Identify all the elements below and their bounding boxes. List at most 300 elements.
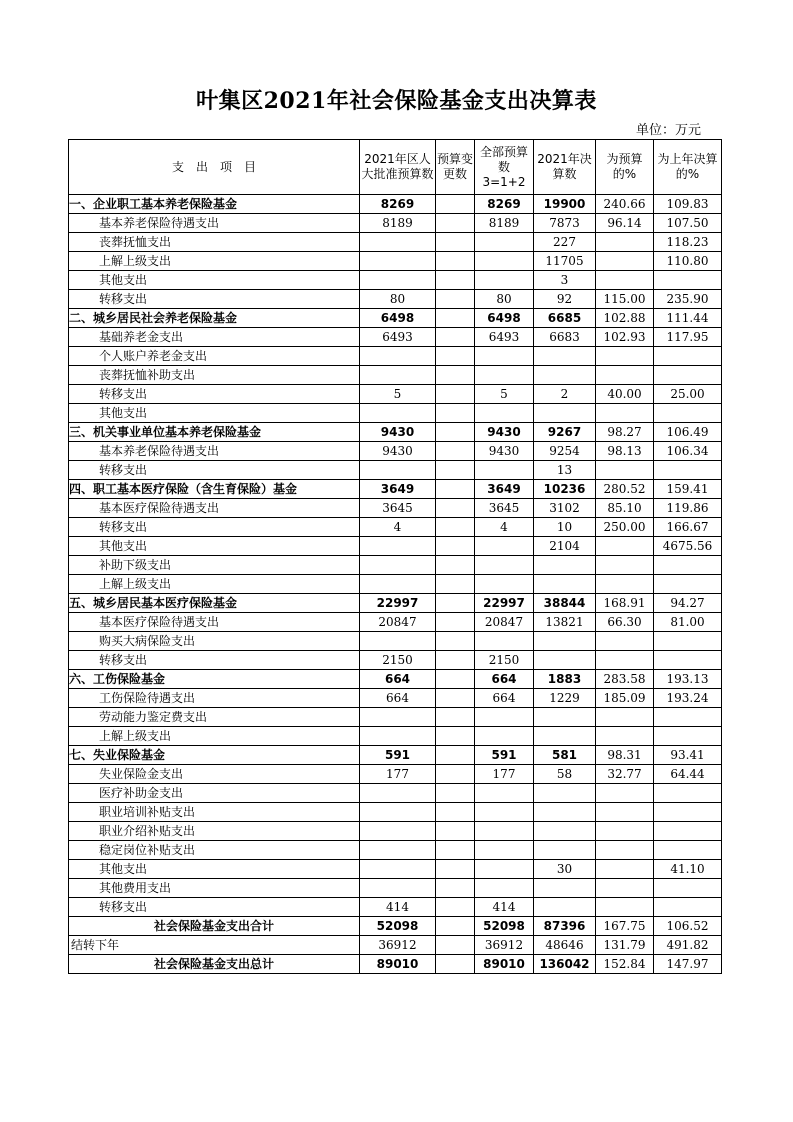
row-change	[436, 575, 475, 594]
row-pct-prev	[654, 366, 722, 385]
row-final: 2104	[534, 537, 596, 556]
row-pct-prev: 235.90	[654, 290, 722, 309]
row-change	[436, 917, 475, 936]
header-final: 2021年决算数	[534, 140, 596, 195]
row-final	[534, 556, 596, 575]
row-total-budget: 6498	[475, 309, 534, 328]
table-row	[69, 328, 722, 347]
row-item: 社会保险基金支出总计	[69, 955, 360, 974]
row-total-budget: 2150	[475, 651, 534, 670]
row-item: 二、城乡居民社会养老保险基金	[69, 309, 360, 328]
row-item: 基本养老保险待遇支出	[69, 442, 360, 461]
table-row	[69, 765, 722, 784]
row-total-budget	[475, 537, 534, 556]
row-pct-budget	[596, 233, 654, 252]
row-approved: 4	[360, 518, 436, 537]
row-final: 9254	[534, 442, 596, 461]
row-final: 3102	[534, 499, 596, 518]
row-total-budget	[475, 841, 534, 860]
row-approved: 20847	[360, 613, 436, 632]
table-row	[69, 613, 722, 632]
row-pct-budget: 167.75	[596, 917, 654, 936]
row-pct-prev: 25.00	[654, 385, 722, 404]
row-total-budget: 9430	[475, 442, 534, 461]
table-row	[69, 708, 722, 727]
row-final: 136042	[534, 955, 596, 974]
row-item: 基本医疗保险待遇支出	[69, 499, 360, 518]
row-item: 转移支出	[69, 385, 360, 404]
table-row	[69, 214, 722, 233]
row-pct-budget: 185.09	[596, 689, 654, 708]
row-item: 失业保险金支出	[69, 765, 360, 784]
row-pct-prev	[654, 575, 722, 594]
row-total-budget	[475, 252, 534, 271]
row-pct-prev: 193.24	[654, 689, 722, 708]
row-pct-budget: 283.58	[596, 670, 654, 689]
row-final: 10236	[534, 480, 596, 499]
table-row	[69, 442, 722, 461]
row-final	[534, 727, 596, 746]
row-item: 四、职工基本医疗保险（含生育保险）基金	[69, 480, 360, 499]
row-item: 六、工伤保险基金	[69, 670, 360, 689]
row-final	[534, 822, 596, 841]
row-pct-budget	[596, 708, 654, 727]
row-total-budget	[475, 822, 534, 841]
table-row	[69, 822, 722, 841]
row-total-budget: 52098	[475, 917, 534, 936]
table-row	[69, 233, 722, 252]
row-pct-prev	[654, 461, 722, 480]
row-pct-prev	[654, 879, 722, 898]
row-approved: 36912	[360, 936, 436, 955]
row-change	[436, 328, 475, 347]
row-item: 其他支出	[69, 404, 360, 423]
row-final: 6685	[534, 309, 596, 328]
row-pct-budget	[596, 575, 654, 594]
row-approved: 664	[360, 670, 436, 689]
row-change	[436, 290, 475, 309]
row-change	[436, 936, 475, 955]
row-final	[534, 575, 596, 594]
row-item: 其他支出	[69, 271, 360, 290]
row-item: 丧葬抚恤补助支出	[69, 366, 360, 385]
row-pct-budget: 152.84	[596, 955, 654, 974]
row-total-budget: 80	[475, 290, 534, 309]
table-row	[69, 860, 722, 879]
table-row	[69, 803, 722, 822]
row-pct-budget: 32.77	[596, 765, 654, 784]
row-pct-prev: 4675.56	[654, 537, 722, 556]
row-total-budget: 177	[475, 765, 534, 784]
row-pct-budget: 98.27	[596, 423, 654, 442]
header-total-budget: 全部预算数 3=1+2	[475, 140, 534, 195]
row-total-budget	[475, 461, 534, 480]
row-change	[436, 518, 475, 537]
row-change	[436, 385, 475, 404]
row-approved	[360, 347, 436, 366]
table-row	[69, 290, 722, 309]
row-approved: 664	[360, 689, 436, 708]
row-pct-budget	[596, 879, 654, 898]
table-body	[69, 195, 722, 974]
row-pct-prev	[654, 898, 722, 917]
row-pct-budget	[596, 822, 654, 841]
row-final	[534, 347, 596, 366]
row-pct-prev: 107.50	[654, 214, 722, 233]
row-approved	[360, 860, 436, 879]
row-final: 30	[534, 860, 596, 879]
row-item: 结转下年	[69, 936, 360, 955]
row-pct-budget	[596, 784, 654, 803]
row-pct-prev: 193.13	[654, 670, 722, 689]
table-row	[69, 917, 722, 936]
row-pct-prev	[654, 404, 722, 423]
table-row	[69, 689, 722, 708]
table-row	[69, 518, 722, 537]
row-total-budget: 20847	[475, 613, 534, 632]
row-change	[436, 841, 475, 860]
row-total-budget	[475, 347, 534, 366]
row-change	[436, 594, 475, 613]
row-approved: 591	[360, 746, 436, 765]
row-final: 1883	[534, 670, 596, 689]
row-approved	[360, 727, 436, 746]
row-change	[436, 879, 475, 898]
row-pct-budget: 168.91	[596, 594, 654, 613]
row-approved: 89010	[360, 955, 436, 974]
row-final: 7873	[534, 214, 596, 233]
row-item: 上解上级支出	[69, 727, 360, 746]
row-item: 补助下级支出	[69, 556, 360, 575]
row-item: 一、企业职工基本养老保险基金	[69, 195, 360, 214]
row-change	[436, 689, 475, 708]
row-change	[436, 347, 475, 366]
table-row	[69, 556, 722, 575]
row-pct-budget	[596, 632, 654, 651]
row-pct-budget: 66.30	[596, 613, 654, 632]
row-total-budget: 664	[475, 670, 534, 689]
table-row	[69, 385, 722, 404]
row-approved: 9430	[360, 423, 436, 442]
row-change	[436, 499, 475, 518]
row-item: 上解上级支出	[69, 252, 360, 271]
row-pct-budget: 131.79	[596, 936, 654, 955]
row-change	[436, 670, 475, 689]
row-item: 社会保险基金支出合计	[69, 917, 360, 936]
row-final: 19900	[534, 195, 596, 214]
row-approved	[360, 461, 436, 480]
row-final: 92	[534, 290, 596, 309]
row-item: 转移支出	[69, 651, 360, 670]
row-change	[436, 537, 475, 556]
row-final: 87396	[534, 917, 596, 936]
row-approved	[360, 271, 436, 290]
row-total-budget	[475, 803, 534, 822]
row-pct-budget	[596, 347, 654, 366]
row-approved	[360, 404, 436, 423]
row-final	[534, 366, 596, 385]
row-approved: 5	[360, 385, 436, 404]
row-final: 13	[534, 461, 596, 480]
row-pct-budget	[596, 252, 654, 271]
row-item: 个人账户养老金支出	[69, 347, 360, 366]
row-pct-budget: 280.52	[596, 480, 654, 499]
row-pct-prev: 110.80	[654, 252, 722, 271]
row-approved: 6498	[360, 309, 436, 328]
row-pct-prev: 147.97	[654, 955, 722, 974]
row-change	[436, 765, 475, 784]
row-approved: 80	[360, 290, 436, 309]
row-final: 3	[534, 271, 596, 290]
row-item: 稳定岗位补贴支出	[69, 841, 360, 860]
row-change	[436, 252, 475, 271]
row-approved: 3649	[360, 480, 436, 499]
row-pct-prev: 118.23	[654, 233, 722, 252]
header-item: 支 出 项 目	[69, 140, 360, 195]
table-row	[69, 651, 722, 670]
row-item: 医疗补助金支出	[69, 784, 360, 803]
row-item: 基本医疗保险待遇支出	[69, 613, 360, 632]
table-row	[69, 898, 722, 917]
row-pct-prev	[654, 651, 722, 670]
row-total-budget	[475, 575, 534, 594]
row-change	[436, 803, 475, 822]
row-approved	[360, 841, 436, 860]
row-pct-prev	[654, 803, 722, 822]
row-item: 其他支出	[69, 537, 360, 556]
row-item: 转移支出	[69, 290, 360, 309]
row-pct-prev: 106.52	[654, 917, 722, 936]
table-row	[69, 271, 722, 290]
row-total-budget: 591	[475, 746, 534, 765]
row-pct-prev: 93.41	[654, 746, 722, 765]
row-total-budget: 8269	[475, 195, 534, 214]
row-item: 转移支出	[69, 898, 360, 917]
row-pct-budget: 102.88	[596, 309, 654, 328]
row-total-budget	[475, 860, 534, 879]
row-change	[436, 898, 475, 917]
row-approved: 52098	[360, 917, 436, 936]
row-item: 五、城乡居民基本医疗保险基金	[69, 594, 360, 613]
row-total-budget	[475, 366, 534, 385]
table-row	[69, 746, 722, 765]
row-pct-budget	[596, 898, 654, 917]
row-item: 基本养老保险待遇支出	[69, 214, 360, 233]
row-item: 转移支出	[69, 518, 360, 537]
table-row	[69, 309, 722, 328]
row-change	[436, 309, 475, 328]
row-pct-budget: 102.93	[596, 328, 654, 347]
row-change	[436, 461, 475, 480]
header-pct-prev: 为上年决算的%	[654, 140, 722, 195]
row-final	[534, 803, 596, 822]
row-item: 职业介绍补贴支出	[69, 822, 360, 841]
row-approved	[360, 632, 436, 651]
row-pct-prev: 94.27	[654, 594, 722, 613]
row-change	[436, 214, 475, 233]
row-approved	[360, 366, 436, 385]
row-approved	[360, 803, 436, 822]
row-approved: 6493	[360, 328, 436, 347]
row-pct-prev: 106.34	[654, 442, 722, 461]
row-total-budget	[475, 632, 534, 651]
row-final: 58	[534, 765, 596, 784]
row-pct-prev: 81.00	[654, 613, 722, 632]
row-pct-budget: 115.00	[596, 290, 654, 309]
row-approved	[360, 537, 436, 556]
row-change	[436, 233, 475, 252]
row-pct-budget: 98.31	[596, 746, 654, 765]
row-pct-prev	[654, 556, 722, 575]
table-row	[69, 499, 722, 518]
row-total-budget	[475, 233, 534, 252]
unit-label: 单位：万元	[635, 123, 701, 138]
row-item: 七、失业保险基金	[69, 746, 360, 765]
row-change	[436, 784, 475, 803]
row-pct-budget	[596, 841, 654, 860]
row-approved: 8189	[360, 214, 436, 233]
row-change	[436, 822, 475, 841]
row-final: 13821	[534, 613, 596, 632]
header-change: 预算变更数	[436, 140, 475, 195]
row-final: 48646	[534, 936, 596, 955]
table-row	[69, 879, 722, 898]
row-final	[534, 879, 596, 898]
row-pct-prev	[654, 784, 722, 803]
row-pct-prev	[654, 708, 722, 727]
row-change	[436, 651, 475, 670]
row-approved	[360, 784, 436, 803]
row-pct-prev	[654, 727, 722, 746]
row-change	[436, 442, 475, 461]
row-final: 11705	[534, 252, 596, 271]
row-approved	[360, 575, 436, 594]
expenditure-table	[68, 139, 722, 974]
row-pct-budget	[596, 537, 654, 556]
table-row	[69, 841, 722, 860]
row-final: 581	[534, 746, 596, 765]
row-pct-prev: 166.67	[654, 518, 722, 537]
row-total-budget: 22997	[475, 594, 534, 613]
table-row	[69, 366, 722, 385]
row-total-budget	[475, 727, 534, 746]
row-item: 其他支出	[69, 860, 360, 879]
row-pct-budget: 40.00	[596, 385, 654, 404]
row-final: 38844	[534, 594, 596, 613]
row-pct-budget	[596, 556, 654, 575]
row-approved: 8269	[360, 195, 436, 214]
row-pct-budget: 96.14	[596, 214, 654, 233]
row-change	[436, 860, 475, 879]
row-approved: 177	[360, 765, 436, 784]
row-pct-prev	[654, 347, 722, 366]
row-total-budget: 9430	[475, 423, 534, 442]
row-total-budget: 664	[475, 689, 534, 708]
row-item: 三、机关事业单位基本养老保险基金	[69, 423, 360, 442]
row-total-budget: 36912	[475, 936, 534, 955]
row-item: 工伤保险待遇支出	[69, 689, 360, 708]
header-pct-budget: 为预算的%	[596, 140, 654, 195]
row-change	[436, 556, 475, 575]
row-item: 转移支出	[69, 461, 360, 480]
table-row	[69, 955, 722, 974]
row-change	[436, 955, 475, 974]
table-row	[69, 252, 722, 271]
row-total-budget: 6493	[475, 328, 534, 347]
row-pct-prev: 159.41	[654, 480, 722, 499]
row-total-budget: 89010	[475, 955, 534, 974]
table-row	[69, 480, 722, 499]
row-pct-prev: 117.95	[654, 328, 722, 347]
row-final	[534, 784, 596, 803]
row-pct-budget: 240.66	[596, 195, 654, 214]
row-change	[436, 708, 475, 727]
row-total-budget	[475, 404, 534, 423]
row-final	[534, 651, 596, 670]
row-approved	[360, 556, 436, 575]
table-row	[69, 632, 722, 651]
row-approved	[360, 879, 436, 898]
row-final	[534, 841, 596, 860]
row-pct-budget	[596, 727, 654, 746]
row-total-budget: 414	[475, 898, 534, 917]
row-total-budget: 3645	[475, 499, 534, 518]
row-pct-budget: 85.10	[596, 499, 654, 518]
table-row	[69, 404, 722, 423]
row-final	[534, 898, 596, 917]
row-pct-budget	[596, 271, 654, 290]
row-change	[436, 613, 475, 632]
row-final: 9267	[534, 423, 596, 442]
row-pct-prev: 64.44	[654, 765, 722, 784]
row-pct-budget	[596, 366, 654, 385]
row-item: 基础养老金支出	[69, 328, 360, 347]
table-row	[69, 936, 722, 955]
row-pct-prev: 109.83	[654, 195, 722, 214]
row-total-budget	[475, 556, 534, 575]
table-row	[69, 347, 722, 366]
row-final	[534, 708, 596, 727]
row-change	[436, 727, 475, 746]
row-item: 其他费用支出	[69, 879, 360, 898]
row-pct-budget: 98.13	[596, 442, 654, 461]
row-pct-prev: 491.82	[654, 936, 722, 955]
row-item: 丧葬抚恤支出	[69, 233, 360, 252]
row-pct-prev: 119.86	[654, 499, 722, 518]
row-pct-prev	[654, 271, 722, 290]
row-total-budget	[475, 784, 534, 803]
row-pct-budget: 250.00	[596, 518, 654, 537]
table-row	[69, 537, 722, 556]
row-change	[436, 271, 475, 290]
row-approved: 22997	[360, 594, 436, 613]
row-approved	[360, 233, 436, 252]
row-approved: 414	[360, 898, 436, 917]
row-final	[534, 632, 596, 651]
row-pct-prev	[654, 632, 722, 651]
row-total-budget: 4	[475, 518, 534, 537]
row-final: 2	[534, 385, 596, 404]
row-change	[436, 366, 475, 385]
row-final: 10	[534, 518, 596, 537]
row-approved	[360, 252, 436, 271]
row-item: 上解上级支出	[69, 575, 360, 594]
row-pct-prev: 111.44	[654, 309, 722, 328]
row-final: 227	[534, 233, 596, 252]
row-total-budget	[475, 708, 534, 727]
row-approved: 9430	[360, 442, 436, 461]
row-pct-prev: 106.49	[654, 423, 722, 442]
